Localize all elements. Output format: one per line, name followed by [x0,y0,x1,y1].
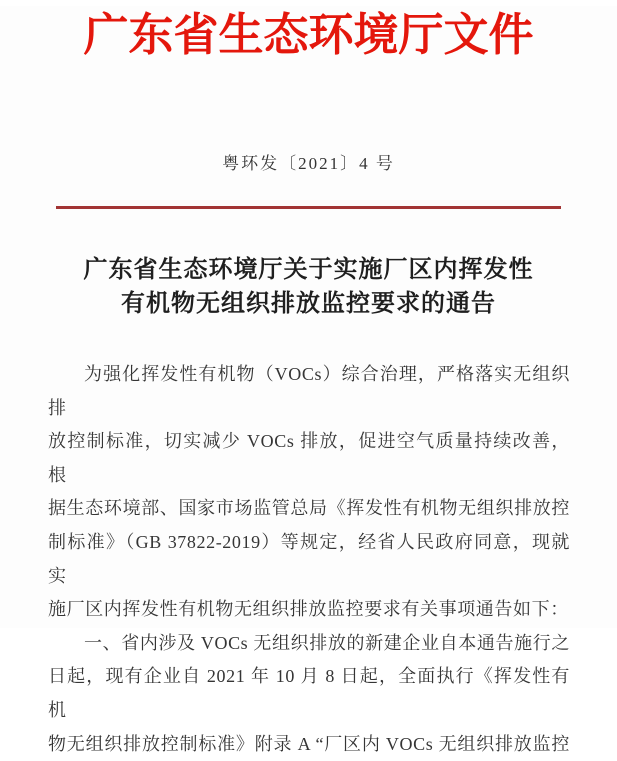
body-line-6: 一、省内涉及 VOCs 无组织排放的新建企业自本通告施行之 [84,632,570,653]
agency-header-title: 广东省生态环境厅文件 [83,10,534,60]
body-line-5: 施厂区内挥发性有机物无组织排放监控要求有关事项通告如下： [48,599,569,620]
document-body [48,358,570,761]
document-title-line-2: 有机物无组织排放监控要求的通告 [121,290,496,317]
body-line-7: 日起，现有企业自 2021 年 10 月 8 日起，全面执行《挥发性有机 [48,666,570,720]
red-divider-line [56,206,561,209]
document-page [0,6,617,754]
document-title [40,253,577,321]
body-line-2: 放控制标准，切实减少 VOCs 排放，促进空气质量持续改善，根 [48,431,570,485]
body-line-4: 制标准》（GB 37822-2019）等规定，经省人民政府同意，现就实 [48,531,570,586]
doc-number: 粤环发〔2021〕4 号 [222,154,395,173]
body-line-8: 物无组织排放控制标准》附录 A “厂区内 VOCs 无组织排放监控 [48,733,570,754]
body-line-3: 据生态环境部、国家市场监管总局《挥发性有机物无组织排放控 [48,498,570,519]
body-line-1: 为强化挥发性有机物（VOCs）综合治理，严格落实无组织排 [48,364,570,418]
document-title-line-1: 广东省生态环境厅关于实施厂区内挥发性 [83,256,534,283]
